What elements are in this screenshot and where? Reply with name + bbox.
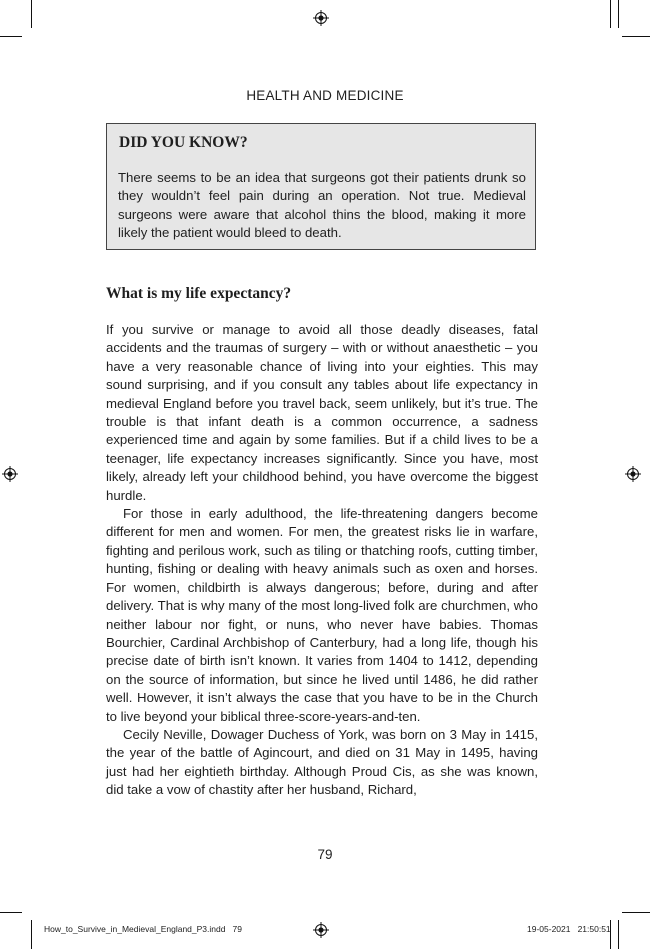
print-slug-datetime: 19-05-2021 21:50:51 bbox=[527, 924, 611, 934]
running-header: HEALTH AND MEDICINE bbox=[246, 88, 404, 103]
body-text bbox=[106, 321, 538, 800]
paragraph: Cecily Neville, Dowager Duchess of York, was born on 3 May in 1415, the year of the battle of Agincourt, and died on 31 May in 1495, having just had her eightieth birthday. Although Proud Cis, as she was known, did take a vow of chastity after her husband, Richard, bbox=[106, 726, 538, 798]
did-you-know-text: There seems to be an idea that surgeons got their patients drunk so they wouldn’t feel pain during an operation. Not true. Medieval surgeons were aware that alcohol thins the blood, making it more likely the patient would bleed to death. bbox=[118, 170, 526, 241]
crop-mark bbox=[0, 36, 22, 37]
crop-mark bbox=[31, 920, 32, 949]
page-number: 79 bbox=[317, 847, 333, 862]
registration-mark-icon bbox=[625, 466, 641, 482]
section-heading: What is my life expectancy? bbox=[106, 285, 292, 302]
crop-mark bbox=[622, 36, 650, 37]
crop-mark bbox=[31, 0, 32, 28]
crop-mark bbox=[618, 0, 619, 28]
crop-mark bbox=[610, 0, 611, 28]
crop-mark bbox=[0, 912, 22, 913]
paragraph: If you survive or manage to avoid all those deadly diseases, fatal accidents and the traumas of surgery – with or without anaesthetic – you have a very reasonable chance of living into your eighties. This may sound surprising, and if you consult any tables about life expectancy in medieval England before you travel back, seem unlikely, but it’s true. The trouble is that infant death is a common occurrence, a sadness experienced time and again by some families. But if a child lives to be a teenager, life expectancy increases significantly. Since you have, most likely, already left your childhood behind, you have overcome the biggest hurdle. bbox=[106, 322, 538, 503]
registration-mark-icon bbox=[2, 466, 18, 482]
print-slug-file: How_to_Survive_in_Medieval_England_P3.indd 79 bbox=[44, 924, 242, 934]
did-you-know-box bbox=[106, 123, 536, 250]
crop-mark bbox=[618, 920, 619, 949]
did-you-know-title: DID YOU KNOW? bbox=[119, 134, 248, 151]
crop-mark bbox=[622, 912, 650, 913]
registration-mark-icon bbox=[313, 922, 329, 938]
registration-mark-icon bbox=[313, 10, 329, 26]
paragraph: For those in early adulthood, the life-threatening dangers become different for men and women. For men, the greatest risks lie in warfare, fighting and perilous work, such as tiling or thatching roofs, cutting timber, hunting, fishing or dealing with heavy animals such as oxen and horses. For women, childbirth is always dangerous; before, during and after delivery. That is why many of the most long-lived folk are churchmen, who neither labour nor fight, or nuns, who never have babies. Thomas Bourchier, Cardinal Archbishop of Canterbury, had a long life, though his precise date of birth isn’t known. It varies from 1404 to 1412, depending on the source of information, but since he lived until 1486, he did rather well. However, it isn’t always the case that you have to be in the Church to live beyond your biblical three-score-years-and-ten. bbox=[106, 506, 538, 724]
